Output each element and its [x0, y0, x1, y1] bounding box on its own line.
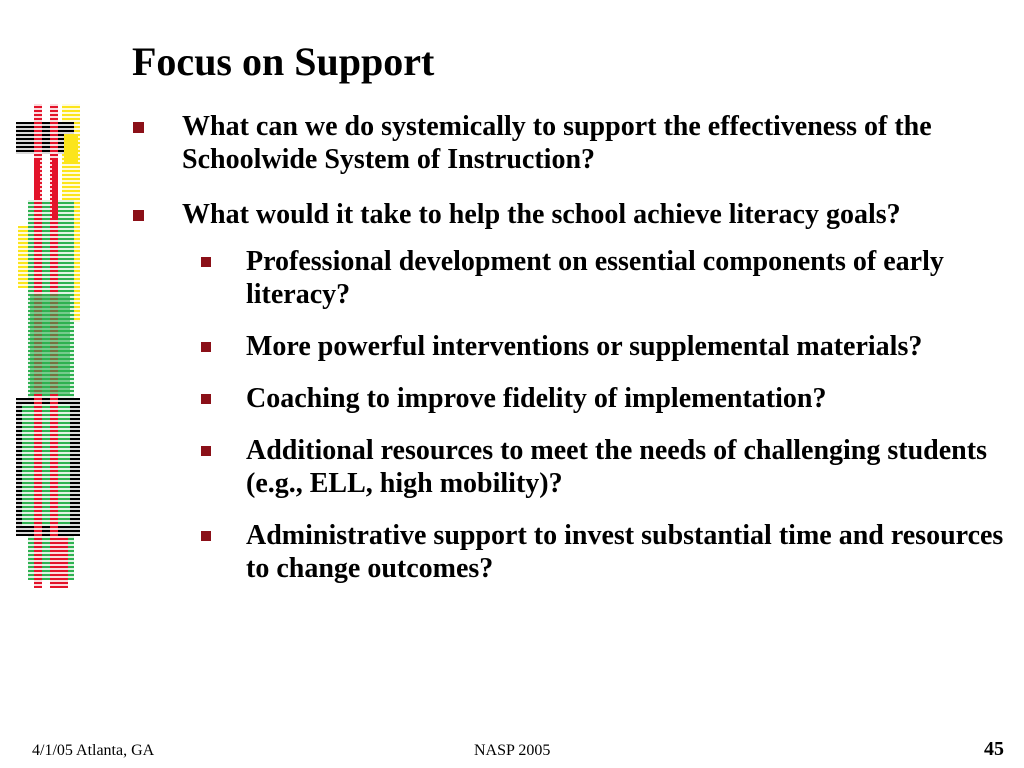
square-bullet-icon [201, 257, 211, 267]
bullet-item [132, 198, 1012, 585]
decorative-bars-graphic [14, 104, 84, 588]
sub-bullet-text: Coaching to improve fidelity of implementation? [246, 383, 827, 414]
square-bullet-icon [133, 122, 144, 133]
sub-bullet-item [134, 330, 1012, 363]
sub-bullet-item [134, 382, 1012, 415]
square-bullet-icon [201, 446, 211, 456]
square-bullet-icon [201, 394, 211, 404]
sub-bullet-text: More powerful interventions or supplemental materials? [246, 331, 923, 362]
square-bullet-icon [201, 342, 211, 352]
slide-page-number: 45 [984, 738, 1004, 760]
sub-bullet-text: Professional development on essential components of early literacy? [246, 246, 944, 310]
sub-bullet-list [134, 245, 1012, 585]
sub-bullet-item [134, 519, 1012, 585]
footer-event-name: NASP 2005 [474, 742, 551, 759]
sub-bullet-item [134, 434, 1012, 500]
bullet-text: What can we do systemically to support the effectiveness of the Schoolwide System of Instruction? [182, 111, 932, 175]
sub-bullet-text: Administrative support to invest substantial time and resources to change outcomes? [246, 520, 1004, 584]
slide-title: Focus on Support [132, 39, 435, 84]
bullet-text: What would it take to help the school achieve literacy goals? [182, 199, 901, 230]
square-bullet-icon [133, 210, 144, 221]
sub-bullet-item [134, 245, 1012, 311]
footer-date-location: 4/1/05 Atlanta, GA [32, 742, 155, 759]
bullet-item [132, 110, 1012, 176]
sub-bullet-text: Additional resources to meet the needs of challenging students (e.g., ELL, high mobility)? [246, 435, 987, 499]
square-bullet-icon [201, 531, 211, 541]
bullet-list [132, 110, 1012, 607]
